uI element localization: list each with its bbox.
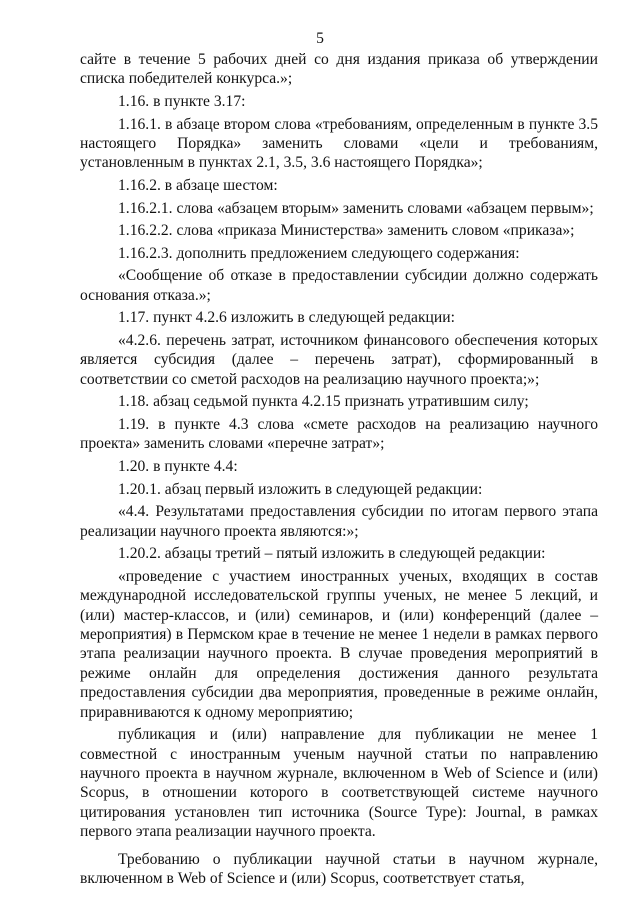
paragraph-refusal-message: «Сообщение об отказе в предоставлении субсидии должно содержать основания отказа.»; bbox=[80, 267, 598, 304]
paragraph-1-20-1: 1.20.1. абзац первый изложить в следующей редакции: bbox=[118, 480, 483, 498]
paragraph-1-16-2-2: 1.16.2.2. слова «приказа Министерства» заменить словом «приказа»; bbox=[118, 222, 575, 240]
paragraph-continuation: сайте в течение 5 рабочих дней со дня издания приказа об утверждении списка победителей конкурса.»; bbox=[80, 51, 598, 88]
page-number: 5 bbox=[316, 30, 324, 47]
paragraph-1-16-2-3: 1.16.2.3. дополнить предложением следующего содержания: bbox=[118, 244, 520, 262]
paragraph-events: «проведение с участием иностранных ученых, входящих в состав международной исследовательской группы ученых, не менее 5 лекций, и (или) мастер-классов, и (или) семинаров, и (или) конференций (далее – мероприятия) в Пермском крае в течение не менее 1 недели в рамках первого этапа реализации научного проекта. В случае проведения мероприятий в режиме онлайн для определения достижения данного результата предоставления субсидии два мероприятия, проведенные в режиме онлайн, приравниваются к одному мероприятию; bbox=[80, 567, 598, 721]
paragraph-1-20: 1.20. в пункте 4.4: bbox=[118, 457, 238, 475]
paragraph-1-16-2: 1.16.2. в абзаце шестом: bbox=[118, 177, 278, 194]
paragraph-1-18: 1.18. абзац седьмой пункта 4.2.15 признать утратившим силу; bbox=[118, 393, 529, 411]
paragraph-1-17: 1.17. пункт 4.2.6 изложить в следующей редакции: bbox=[118, 309, 455, 327]
document-body bbox=[80, 50, 598, 892]
paragraph-publication: публикация и (или) направление для публикации не менее 1 совместной с иностранным ученым научной статьи по направлению научного проекта в научном журнале, включенном в Web of Science и (или) Scopus, в отношении которого в соответствующей системе научного цитирования установлен тип источника (Source Type): Journal, в рамках первого этапа реализации научного проекта. bbox=[80, 726, 598, 841]
paragraph-4-4: «4.4. Результатами предоставления субсидии по итогам первого этапа реализации научного проекта являются:»; bbox=[80, 503, 598, 540]
paragraph-1-16: 1.16. в пункте 3.17: bbox=[118, 93, 246, 110]
paragraph-1-16-2-1: 1.16.2.1. слова «абзацем вторым» заменить словами «абзацем первым»; bbox=[118, 199, 594, 217]
paragraph-publication-requirement: Требованию о публикации научной статьи в научном журнале, включенном в Web of Science и (или) Scopus, соответствует статья, bbox=[80, 850, 598, 888]
paragraph-1-16-1: 1.16.1. в абзаце втором слова «требованиям, определенным в пункте 3.5 настоящего Порядка» заменить словами «цели и требованиям, установленным в пунктах 2.1, 3.5, 3.6 настоящего Порядка»; bbox=[80, 115, 598, 172]
paragraph-1-20-2: 1.20.2. абзацы третий – пятый изложить в следующей редакции: bbox=[118, 545, 546, 563]
paragraph-1-19: 1.19. в пункте 4.3 слова «смете расходов на реализацию научного проекта» заменить словами «перечне затрат»; bbox=[80, 415, 598, 453]
paragraph-4-2-6: «4.2.6. перечень затрат, источником финансового обеспечения которых является субсидия (далее – перечень затрат), сформированный в соответствии со сметой расходов на реализацию научного проекта;»; bbox=[80, 331, 598, 388]
